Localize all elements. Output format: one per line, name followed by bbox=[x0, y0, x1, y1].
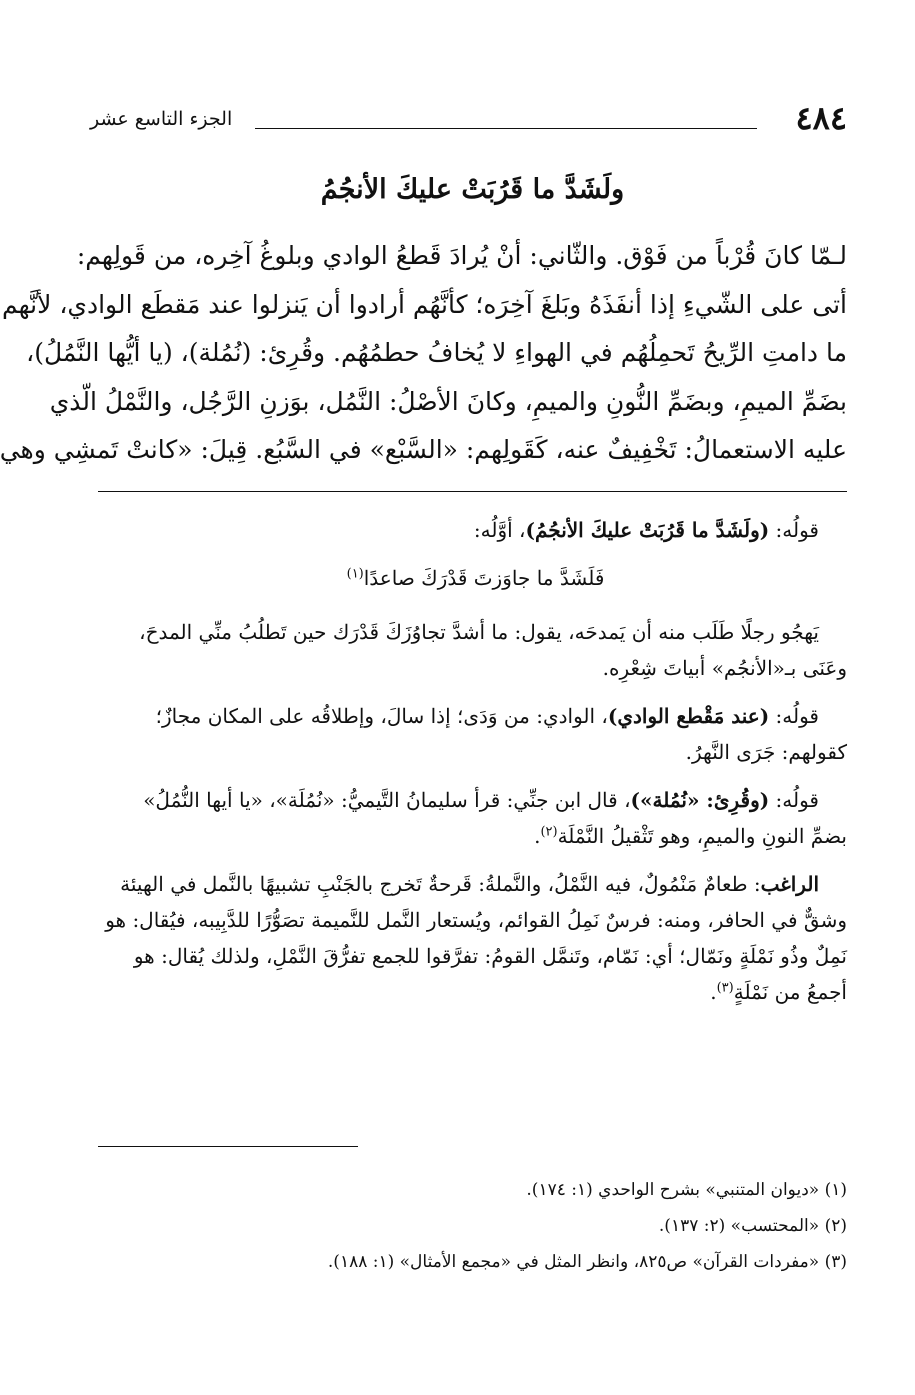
verse-line bbox=[104, 560, 847, 596]
main-text bbox=[0, 232, 847, 475]
quote-lead: قولُه: bbox=[769, 704, 819, 728]
paragraph-text: : طعامٌ مَنْمُولٌ، فيه النَّمْلُ، والنَّملةُ: قَرحةٌ تَخرج بالجَنْبِ تشبيهًا بالنَّمل في الهيئة وشقٌّ في الحافر، ومنه: فرسٌ نَمِلُ القوائم، ويُستعار النَّمل للنَّميمة تصَوُّرًا للدَّبِيبه، فيُقال: هو نَمِلٌ وذُو نَمْلَةٍ ونَمّال؛ أي: نَمّام، وتَنمَّل القومُ: تفرَّقوا للجمع تفرُّقَ النَّمْلِ، ولذلك يُقال: هو أجمعُ من نَمْلَةٍ bbox=[105, 872, 847, 1004]
quoted-phrase: (وقُرِئ: «نُمُلة») bbox=[630, 788, 770, 812]
quote-lead: قولُه: bbox=[769, 788, 819, 812]
quoted-phrase: (ولَشَدَّ ما قَرُبَتْ عليكَ الأنجُمُ) bbox=[525, 518, 770, 542]
verse-text: فَلَشَدَّ ما جاوَزتَ قَدْرَكَ صاعدًا bbox=[363, 566, 605, 590]
footnote-ref: (١) bbox=[346, 566, 364, 582]
footnote: (١) «ديوان المتنبي» بشرح الواحدي (١: ١٧٤). bbox=[526, 1180, 847, 1200]
commentary-paragraph bbox=[104, 698, 847, 770]
paragraph-end: . bbox=[534, 824, 541, 848]
commentary-paragraph: يَهجُو رجلًا طَلَب منه أن يَمدحَه، يقول: ما أشدَّ تجاوُزَكَ قَدْرَك حين تَطلُبُ منِّي المدحَ، وعَنَى بـ«الأنجُم» أبياتَ شِعْرِه. bbox=[139, 620, 847, 680]
commentary bbox=[104, 512, 847, 1022]
commentary-paragraph bbox=[104, 782, 847, 854]
page-number: ٤٨٤ bbox=[795, 99, 847, 137]
footnote-ref: (٣) bbox=[716, 980, 734, 996]
main-text-line: أتى على الشّيءِ إذا أنفَذَهُ وبَلغَ آخِرَه؛ كأنَّهُم أرادوا أن يَنزلوا عند مَقطَع الوادي، لأنَّهم bbox=[2, 289, 847, 319]
footnote-ref: (٢) bbox=[540, 824, 558, 840]
commentary-paragraph bbox=[104, 512, 847, 548]
paragraph-text: ، أوَّلُه: bbox=[473, 518, 526, 542]
main-text-line: بضَمِّ الميمِ، وبضَمِّ النُّونِ والميمِ، وكانَ الأصْلُ: النَّمُل، بوَزنِ الرَّجُل، والنَّمْلُ الّذي bbox=[49, 386, 847, 416]
main-divider bbox=[98, 491, 847, 492]
source-name: الراغب bbox=[760, 872, 819, 896]
commentary-paragraph bbox=[104, 866, 847, 1010]
header-rule bbox=[255, 128, 757, 129]
footnote: (٢) «المحتسب» (٢: ١٣٧). bbox=[658, 1216, 847, 1236]
paragraph-text: ، قال ابن جنِّي: قرأ سليمانُ التَّيميُّ: «نُمُلَة»، «يا أيها النُّمُلُ» بضمِّ النونِ والميمِ، وهو تَثْقيلُ النَّمْلَة bbox=[143, 788, 847, 848]
paragraph-end: . bbox=[710, 980, 717, 1004]
quoted-phrase: (عند مَقْطع الوادي) bbox=[607, 704, 770, 728]
main-text-line: ما دامتِ الرِّيحُ تَحمِلُهُم في الهواءِ لا يُخافُ حطمُهُم. وقُرِئ: (نُمُلة)، (يا أيُّها النَّمُلُ)، bbox=[26, 338, 847, 367]
paragraph-text: ، الوادي: من وَدَى؛ إذا سالَ، وإطلاقُه على المكان مجازٌ؛ كقولهم: جَرَى النَّهرُ. bbox=[155, 704, 847, 764]
footnotes bbox=[98, 1172, 847, 1280]
main-text-line: لـمّا كانَ قُرْباً من فَوْق. والثّاني: أنْ يُرادَ قَطعُ الوادي وبلوغُ آخِره، من قَولِهم: bbox=[76, 241, 847, 270]
footnote: (٣) «مفردات القرآن» ص٨٢٥، وانظر المثل في «مجمع الأمثال» (١: ١٨٨). bbox=[327, 1252, 847, 1272]
section-title: ولَشَدَّ ما قَرُبَتْ عليكَ الأنجُمُ bbox=[320, 174, 625, 205]
main-text-line: عليه الاستعمالُ: تَخْفِيفٌ عنه، كَقَولِهم: «السَّبْع» في السَّبُع. قِيلَ: «كانتْ تَمشِي وهي bbox=[0, 435, 847, 464]
page-header bbox=[90, 98, 847, 138]
quote-lead: قولُه: bbox=[769, 518, 819, 542]
footnote-rule bbox=[98, 1146, 358, 1147]
running-title: الجزء التاسع عشر bbox=[90, 108, 233, 130]
